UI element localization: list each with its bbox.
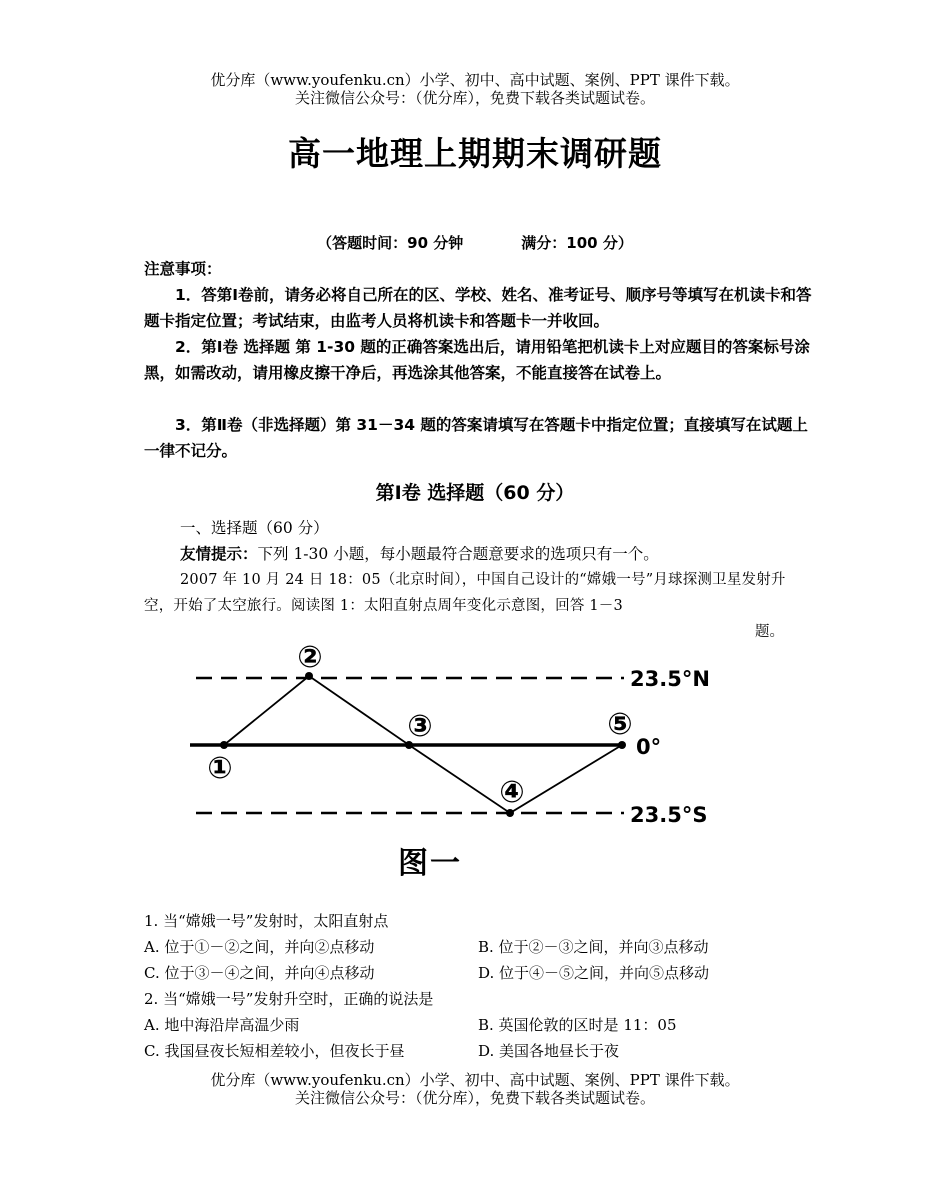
point-3-label: ③ [407,709,433,744]
footer-line-2: 关注微信公众号：（优分库），免费下载各类试题试卷。 [294,1089,655,1107]
question-2-option-c: C. 我国昼夜长短相差较小，但夜长于昼 [144,1042,405,1060]
point-5-label: ⑤ [607,707,633,742]
header-line-1: 优分库（www.youfenku.cn）小学、初中、高中试题、案例、PPT 课件下载。 [210,71,740,89]
question-2-option-d: D. 美国各地昼长于夜 [478,1042,620,1060]
intro-paragraph: 2007 年 10 月 24 日 18：05（北京时间），中国自己设计的“嫦娥一号”月球探测卫星发射升空，开始了太空旅行。阅读图 1：太阳直射点周年变化示意图，回答 1－3 [144,572,786,614]
point-1-label: ① [207,751,233,786]
tip-text: 下列 1-30 小题，每小题最符合题意要求的选项只有一个。 [257,545,659,563]
equator-label: 0° [636,735,662,759]
exam-time: （答题时间：90 分钟 [317,234,464,252]
section-subtitle: 一、选择题（60 分） [180,519,329,537]
question-1-option-d: D. 位于④－⑤之间，并向⑤点移动 [478,964,710,982]
question-1-options-row-1 [144,934,824,960]
question-1-stem: 1. 当“嫦娥一号”发射时，太阳直射点 [144,912,389,930]
question-1-option-a: A. 位于①－②之间，并向②点移动 [144,938,375,956]
header-line-2: 关注微信公众号：（优分库），免费下载各类试题试卷。 [294,89,655,107]
notice-item-3: 3．第Ⅱ卷（非选择题）第 31－34 题的答案请填写在答题卡中指定位置；直接填写在试题上一律不记分。 [144,416,808,460]
question-1-option-c: C. 位于③－④之间，并向④点移动 [144,964,375,982]
exam-score: 满分：100 分） [521,234,633,252]
question-2-options-row-2 [144,1038,824,1064]
question-2-option-b: B. 英国伦敦的区时是 11：05 [478,1016,677,1034]
question-1-options-row-2 [144,960,824,986]
page-title: 高一地理上期期末调研题 [288,134,662,173]
tip-line [144,541,814,567]
question-2-option-a: A. 地中海沿岸高温少雨 [144,1016,300,1034]
notice-item-2: 2．第Ⅰ卷 选择题 第 1-30 题的正确答案选出后，请用铅笔把机读卡上对应题目的答案标号涂黑，如需改动，请用橡皮擦干净后，再选涂其他答案，不能直接答在试卷上。 [144,338,810,382]
notice-item-1: 1．答第Ⅰ卷前，请务必将自己所在的区、学校、姓名、准考证号、顺序号等填写在机读卡和答题卡指定位置；考试结束，由监考人员将机读卡和答题卡一并收回。 [144,286,812,330]
question-1-option-b: B. 位于②－③之间，并向③点移动 [478,938,709,956]
point-4-label: ④ [499,775,525,810]
section-title: 第Ⅰ卷 选择题（60 分） [375,482,575,504]
point-1-marker [220,741,228,749]
question-2-stem: 2. 当“嫦娥一号”发射升空时，正确的说法是 [144,990,434,1008]
notice-heading: 注意事项： [144,260,222,278]
north-latitude-label: 23.5°N [630,667,710,691]
tip-label: 友情提示： [180,545,258,563]
intro-tail: 题。 [755,624,784,640]
point-5-marker [618,741,626,749]
figure-caption: 图一 [398,846,462,881]
point-2-label: ② [297,640,323,675]
south-latitude-label: 23.5°S [630,803,708,827]
exam-meta [0,232,950,253]
point-4-marker [506,809,514,817]
question-2-options-row-1 [144,1012,824,1038]
footer-line-1: 优分库（www.youfenku.cn）小学、初中、高中试题、案例、PPT 课件下载。 [210,1071,740,1089]
